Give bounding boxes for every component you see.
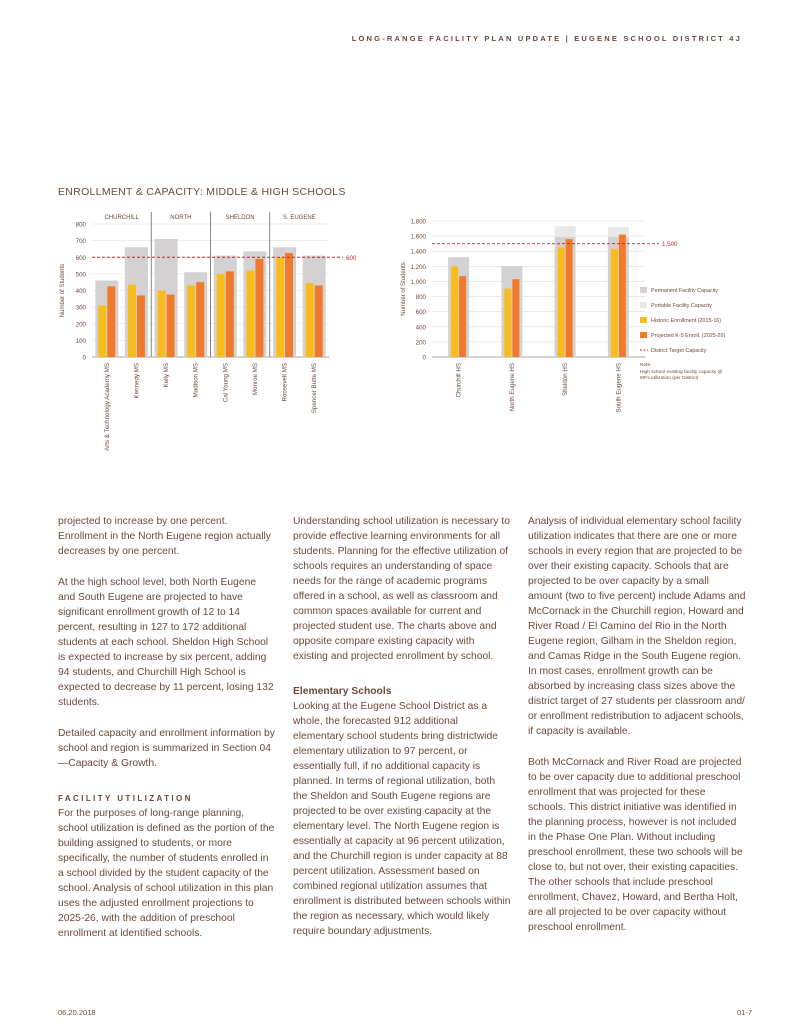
y-tick-label: 700 [75, 238, 86, 246]
footer-page-number: 01-7 [736, 1008, 752, 1017]
historic-enrollment-bar [306, 283, 314, 357]
projected-enrollment-bar [226, 271, 234, 357]
x-category-label: South Eugene HS [615, 363, 623, 413]
x-category-label: North Eugene HS [508, 363, 516, 412]
legend-note: High school existing facility capacity @ [640, 370, 723, 375]
x-category-label: Kennedy MS [133, 363, 141, 399]
y-tick-label: 600 [415, 309, 426, 317]
region-label: S. EUGENE [283, 215, 316, 221]
historic-enrollment-bar [128, 285, 136, 357]
y-tick-label: 0 [82, 354, 86, 362]
high-school-chart [395, 208, 755, 478]
x-category-label: Spencer Butte MS [311, 363, 319, 414]
projected-enrollment-bar [107, 286, 115, 357]
x-category-label: Monroe MS [251, 363, 259, 395]
section-title: ENROLLMENT & CAPACITY: MIDDLE & HIGH SCHOOLS [58, 186, 346, 198]
paragraph: For the purposes of long-range planning, school utilization is defined as the portion of the building assigned to students, or more specifically, the number of students enrolled in a school divided by the student capacity of the school. Analysis of school utilization in this plan uses the adjusted enrollment projections to 2025-26, with the addition of preschool enrollment at identified schools. [58, 808, 275, 939]
y-tick-label: 200 [75, 321, 86, 329]
projected-enrollment-bar [285, 253, 293, 357]
paragraph: Detailed capacity and enrollment information by school and region is summarized in Section 04—Capacity & Growth. [58, 728, 275, 769]
projected-enrollment-bar [512, 279, 519, 357]
y-tick-label: 100 [75, 337, 86, 345]
projected-enrollment-bar [619, 235, 626, 357]
historic-enrollment-bar [158, 291, 166, 358]
historic-enrollment-bar [451, 266, 458, 357]
paragraph: Analysis of individual elementary school facility utilization indicates that there are one or more schools in every region that are projected to be over their existing capacity. Schools that are projected to be over capacity by a small amount (two to five percent) include Adams and McCornack in the Churchill region, Howard and River Road / El Camino del Rio in the North Eugene region, Gilham in the Sheldon region, and Camas Ridge in the South Eugene region. In most cases, enrollment growth can be absorbed by increasing class sizes above the district target of 27 students per classroom and/ or enrollment redistribution to adjacent schools, if capacity is available. [528, 516, 746, 737]
y-axis-title: Number of Students [60, 263, 66, 318]
legend-label: Permanent Facility Capacity [651, 288, 719, 294]
portable-capacity-bar [555, 226, 576, 237]
text-column-1 [58, 514, 276, 957]
y-tick-label: 400 [75, 288, 86, 295]
legend-label: Historic Enrollment (2015-16) [651, 318, 722, 324]
historic-enrollment-bar [611, 249, 618, 357]
y-tick-label: 400 [415, 324, 426, 332]
y-tick-label: 600 [75, 254, 86, 262]
footer-date: 06.20.2018 [58, 1008, 96, 1017]
y-tick-label: 1,200 [410, 263, 426, 271]
text-column-3 [528, 514, 746, 951]
district-target-label: 1,500 [662, 241, 678, 249]
legend-label: Portable Facility Capacity [651, 303, 712, 309]
y-tick-label: 300 [75, 304, 86, 312]
y-tick-label: 800 [75, 221, 86, 229]
middle-school-chart [55, 208, 375, 478]
x-category-label: Madison MS [192, 363, 200, 398]
legend-swatch [640, 302, 647, 308]
y-axis-title: Number of Students [401, 262, 407, 316]
y-tick-label: 800 [415, 294, 426, 302]
projected-enrollment-bar [196, 282, 204, 357]
region-label: CHURCHILL [104, 215, 139, 221]
region-label: SHELDON [225, 215, 255, 221]
y-tick-label: 500 [75, 271, 86, 279]
y-tick-label: 1,600 [410, 233, 426, 241]
projected-enrollment-bar [566, 239, 573, 357]
paragraph: At the high school level, both North Eugene and South Eugene are projected to have significant enrollment growth of 12 to 14 percent, resulting in 127 to 172 additional students at each school. Sheldon High School is expected to increase by six percent, adding 94 students, and Churchill High School is expected to decrease by 11 percent, losing 132 students. [58, 577, 274, 708]
running-header: LONG-RANGE FACILITY PLAN UPDATE | EUGENE SCHOOL DISTRICT 4J [351, 34, 742, 43]
x-category-label: Churchill HS [455, 363, 463, 398]
y-tick-label: 200 [415, 339, 426, 347]
historic-enrollment-bar [246, 271, 254, 357]
x-category-label: Sheldon HS [562, 363, 570, 397]
y-tick-label: 1,000 [410, 278, 426, 286]
projected-enrollment-bar [255, 259, 263, 357]
projected-enrollment-bar [315, 286, 323, 357]
legend-swatch [640, 287, 647, 293]
paragraph: projected to increase by one percent. Enrollment in the North Eugene region actually decreases by one percent. [58, 516, 271, 557]
facility-utilization-heading: FACILITY UTILIZATION [58, 794, 193, 803]
historic-enrollment-bar [558, 247, 565, 357]
legend-swatch [640, 317, 647, 323]
x-category-label: Kelly MS [163, 363, 171, 388]
projected-enrollment-bar [167, 295, 175, 357]
historic-enrollment-bar [276, 257, 284, 357]
text-column-2 [293, 514, 511, 955]
y-tick-label: 0 [422, 354, 426, 362]
historic-enrollment-bar [98, 305, 106, 357]
x-category-label: Cal Young MS [222, 363, 230, 403]
legend-note: 80% utilization (per District) [640, 376, 699, 381]
historic-enrollment-bar [187, 286, 195, 357]
legend-note-title: Note: [640, 363, 652, 368]
paragraph: Looking at the Eugene School District as a whole, the forecasted 912 additional elementary school students bring districtwide elementary utilization to 97 percent, or essentially full, if no additional capacity is planned. In terms of regional utilization, both the Sheldon and South Eugene regions are projected to be over existing capacity at the elementary level. The North Eugene region is essentially at capacity at 96 percent utilization, and the Churchill region is under capacity at 88 percent utilization. Assessment based on combined regional utilization assumes that enrollment is distributed between schools within the region as necessary, which would likely require boundary adjustments. [293, 701, 511, 937]
y-tick-label: 1,400 [410, 248, 426, 256]
historic-enrollment-bar [217, 274, 225, 357]
paragraph: Understanding school utilization is necessary to provide effective learning environments for all students. Planning for the effective utilization of schools requires an understanding of space needs for the range of academic programs offered in a school, as well as classroom and common spaces available for current and projected student use. The charts above and opposite compare existing capacity with existing and projected enrollment by school. [293, 516, 510, 662]
projected-enrollment-bar [137, 295, 145, 357]
historic-enrollment-bar [504, 289, 511, 357]
district-target-label: 600 [346, 254, 357, 262]
legend-label: Projected K-5 Enroll. (2025-26) [651, 333, 726, 339]
y-tick-label: 1,800 [410, 218, 426, 226]
legend-swatch [640, 332, 647, 338]
projected-enrollment-bar [459, 276, 466, 357]
paragraph: Both McCornack and River Road are projected to be over capacity due to additional preschool enrollment that was projected for these schools. This district initiative was identified in the planning process, however is not included in the Phase One Plan. Without including preschool enrollment, these two schools will be close to, but not over, their existing capacities. The other schools that include preschool enrollment, Chavez, Howard, and Bertha Holt, are all projected to be over capacity without preschool enrollment. [528, 757, 743, 933]
x-category-label: Roosevelt MS [281, 363, 289, 402]
region-label: NORTH [170, 215, 192, 221]
legend-label: District Target Capacity [651, 348, 707, 354]
x-category-label: Arts & Technology Academy MS [103, 363, 111, 451]
elementary-schools-heading: Elementary Schools [293, 686, 392, 697]
